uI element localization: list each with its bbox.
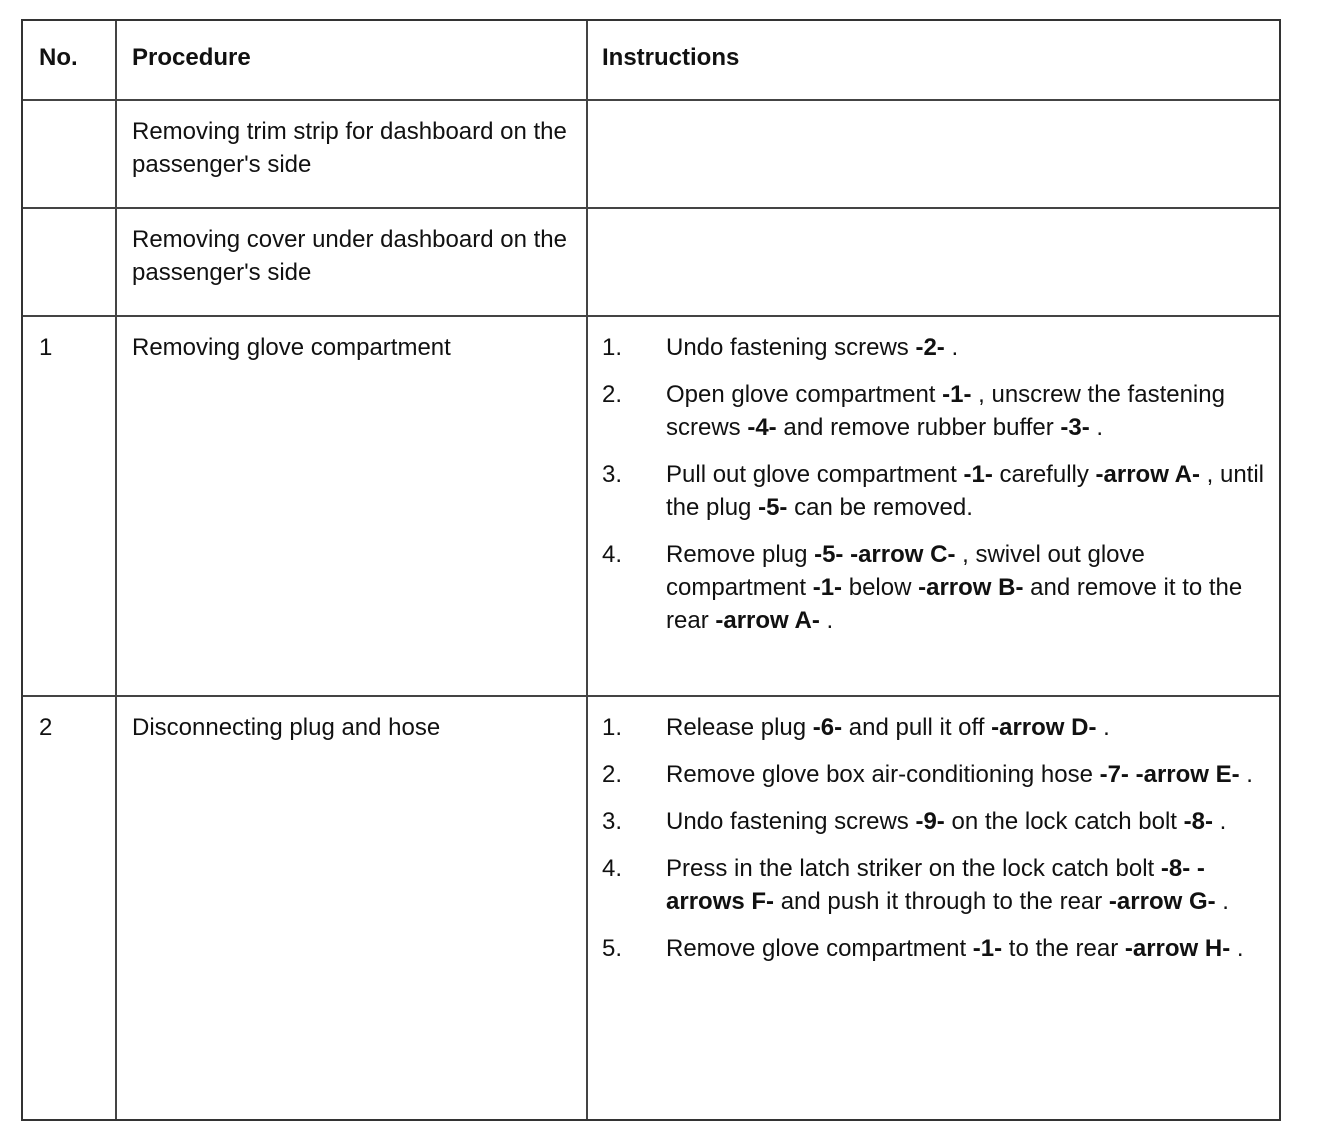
step-reference: -arrow H- bbox=[1124, 935, 1231, 962]
row-instructions-cell bbox=[588, 101, 1279, 207]
step-text-segment: and remove it to the rear bbox=[666, 574, 1243, 634]
step-number: 3. bbox=[602, 808, 623, 835]
step-text-segment: carefully bbox=[992, 461, 1096, 488]
step-text bbox=[666, 805, 1271, 838]
step-number: 4. bbox=[602, 855, 623, 882]
table-row bbox=[23, 209, 1279, 317]
step-number: 1. bbox=[602, 334, 623, 361]
step-number: 2. bbox=[602, 381, 623, 408]
step-text-segment: Undo fastening screws bbox=[666, 334, 916, 361]
step-number: 1. bbox=[602, 714, 623, 741]
step-text-segment: Remove glove compartment bbox=[666, 935, 973, 962]
step-text-segment: . bbox=[944, 334, 959, 361]
row-no-cell bbox=[23, 317, 117, 695]
step-reference: -1- bbox=[963, 461, 993, 488]
step-reference: -arrow D- bbox=[991, 714, 1097, 741]
instruction-step bbox=[602, 805, 1271, 838]
row-procedure: Removing glove compartment bbox=[132, 334, 451, 361]
step-reference: -1- bbox=[972, 935, 1003, 962]
header-instructions: Instructions bbox=[602, 44, 740, 71]
header-cell-instructions bbox=[588, 21, 1279, 99]
row-procedure: Disconnecting plug and hose bbox=[132, 714, 441, 741]
instruction-step bbox=[602, 458, 1271, 524]
header-no: No. bbox=[39, 44, 78, 71]
instruction-step bbox=[602, 852, 1271, 918]
step-text-segment: on the lock catch bolt bbox=[944, 808, 1184, 835]
step-number: 4. bbox=[602, 541, 623, 568]
row-procedure-cell bbox=[117, 101, 588, 207]
step-text bbox=[666, 538, 1271, 637]
row-no-cell bbox=[23, 209, 117, 315]
step-text bbox=[666, 852, 1271, 918]
header-cell-no bbox=[23, 21, 117, 99]
step-text-segment: and remove rubber buffer bbox=[776, 414, 1061, 441]
step-reference: -arrow B- bbox=[918, 574, 1024, 601]
step-reference: -3- bbox=[1060, 414, 1090, 441]
step-text-segment: to the rear bbox=[1002, 935, 1125, 962]
row-procedure: Removing trim strip for dashboard on the passenger's side bbox=[132, 118, 567, 178]
row-procedure: Removing cover under dashboard on the passenger's side bbox=[132, 226, 567, 286]
row-no: 1 bbox=[39, 334, 53, 361]
procedure-table bbox=[21, 19, 1281, 1121]
row-instructions-cell bbox=[588, 209, 1279, 315]
instruction-steps bbox=[602, 331, 1271, 651]
step-text-segment: , swivel out glove compartment bbox=[666, 541, 1145, 601]
instruction-step bbox=[602, 932, 1271, 965]
step-text-segment: Undo fastening screws bbox=[666, 808, 916, 835]
step-text-segment: . bbox=[1212, 808, 1227, 835]
step-text-segment: , unscrew the fastening screws bbox=[666, 381, 1225, 441]
step-text-segment: Remove plug bbox=[666, 541, 815, 568]
step-number: 2. bbox=[602, 761, 623, 788]
step-reference: -8- bbox=[1160, 855, 1191, 882]
step-text bbox=[666, 758, 1271, 791]
step-text bbox=[666, 331, 1271, 364]
step-text-segment: . bbox=[1230, 935, 1244, 962]
step-reference: -2- bbox=[915, 334, 945, 361]
step-text-segment: Remove glove box air-conditioning hose bbox=[666, 761, 1100, 788]
step-text-segment: can be removed. bbox=[787, 494, 973, 521]
step-reference: -4- bbox=[747, 414, 777, 441]
header-procedure: Procedure bbox=[132, 44, 251, 71]
row-procedure-cell bbox=[117, 209, 588, 315]
step-reference: -7- bbox=[1099, 761, 1129, 788]
step-reference: -arrow A- bbox=[1095, 461, 1200, 488]
step-reference: -arrow G- bbox=[1108, 888, 1216, 915]
step-text-segment: Pull out glove compartment bbox=[666, 461, 964, 488]
step-text-segment: below bbox=[842, 574, 919, 601]
row-no: 2 bbox=[39, 714, 53, 741]
table-header-row bbox=[23, 21, 1279, 101]
step-text-segment: , until the plug bbox=[666, 461, 1265, 521]
row-procedure-cell bbox=[117, 317, 588, 695]
step-text-segment: . bbox=[1089, 414, 1104, 441]
step-text-segment: . bbox=[1239, 761, 1253, 788]
row-no-cell bbox=[23, 697, 117, 1119]
row-instructions-cell bbox=[588, 317, 1279, 695]
instruction-step bbox=[602, 538, 1271, 637]
table-row bbox=[23, 697, 1279, 1119]
step-reference: -5- bbox=[758, 494, 788, 521]
step-text bbox=[666, 711, 1271, 744]
instruction-step bbox=[602, 758, 1271, 791]
step-reference: -8- bbox=[1183, 808, 1213, 835]
row-instructions-cell bbox=[588, 697, 1279, 1119]
step-text bbox=[666, 378, 1271, 444]
instruction-step bbox=[602, 331, 1271, 364]
header-cell-procedure bbox=[117, 21, 588, 99]
step-reference: -arrow E- bbox=[1135, 761, 1240, 788]
step-text-segment: . bbox=[819, 607, 834, 634]
step-number: 5. bbox=[602, 935, 623, 962]
step-reference: -5- bbox=[814, 541, 844, 568]
step-reference: -arrow C- bbox=[850, 541, 956, 568]
step-reference: -6- bbox=[812, 714, 843, 741]
step-text-segment: Open glove compartment bbox=[666, 381, 943, 408]
table-row bbox=[23, 101, 1279, 209]
step-text bbox=[666, 932, 1271, 965]
step-reference: -1- bbox=[812, 574, 843, 601]
step-text-segment: and push it through to the rear bbox=[774, 888, 1109, 915]
row-no-cell bbox=[23, 101, 117, 207]
step-reference: -9- bbox=[915, 808, 945, 835]
step-text-segment: and pull it off bbox=[842, 714, 992, 741]
step-reference: -1- bbox=[942, 381, 972, 408]
step-text-segment: Release plug bbox=[666, 714, 813, 741]
step-text bbox=[666, 458, 1271, 524]
instruction-step bbox=[602, 378, 1271, 444]
step-reference: -arrow A- bbox=[715, 607, 820, 634]
table-row bbox=[23, 317, 1279, 697]
step-text-segment bbox=[1129, 761, 1136, 788]
instruction-step bbox=[602, 711, 1271, 744]
step-text-segment: . bbox=[1096, 714, 1110, 741]
step-reference: -arrows F- bbox=[666, 855, 1205, 915]
step-number: 3. bbox=[602, 461, 623, 488]
row-procedure-cell bbox=[117, 697, 588, 1119]
step-text-segment bbox=[1190, 855, 1197, 882]
step-text-segment: Press in the latch striker on the lock catch bolt bbox=[666, 855, 1161, 882]
step-text-segment: . bbox=[1215, 888, 1229, 915]
instruction-steps bbox=[602, 711, 1271, 979]
